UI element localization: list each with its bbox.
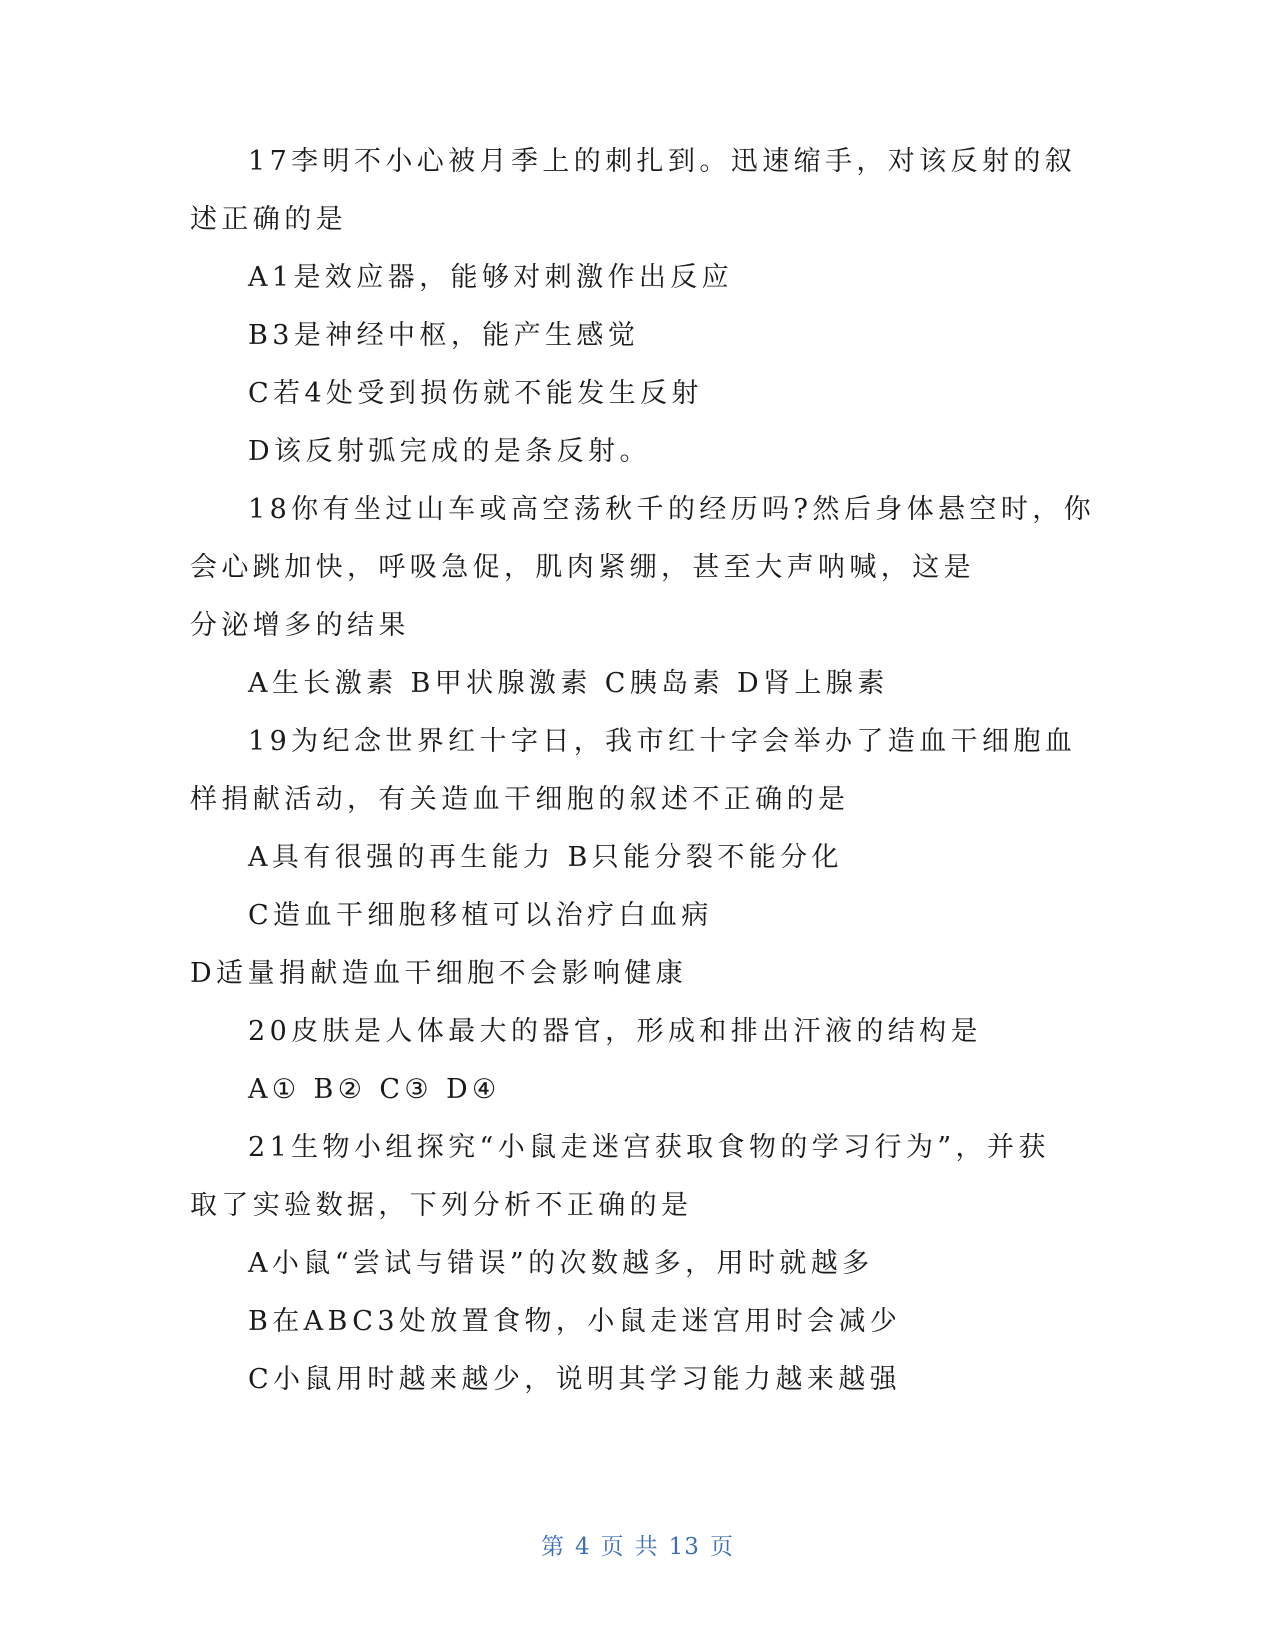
page-footer: [0, 1532, 1275, 1562]
question-19-option-d: D适量捐献造血干细胞不会影响健康: [190, 958, 688, 989]
question-21-line-2: 取了实验数据，下列分析不正确的是: [190, 1190, 693, 1221]
question-18-line-2: 会心跳加快，呼吸急促，肌肉紧绷，甚至大声呐喊，这是: [190, 552, 975, 583]
question-17-line-1: 17李明不小心被月季上的刺扎到。迅速缩手，对该反射的叙: [248, 146, 1077, 177]
footer-current-page: 4: [575, 1534, 591, 1560]
footer-total-pages: 13: [668, 1534, 700, 1560]
question-19-option-c: C造血干细胞移植可以治疗白血病: [248, 900, 713, 931]
question-21-line-1: 21生物小组探究“小鼠走迷宫获取食物的学习行为”，并获: [248, 1132, 1050, 1163]
question-19-line-2: 样捐献活动，有关造血干细胞的叙述不正确的是: [190, 784, 850, 815]
question-18-line-3: 分泌增多的结果: [190, 610, 410, 641]
question-17-option-b: B3是神经中枢，能产生感觉: [248, 320, 640, 351]
question-21-option-b: B在ABC3处放置食物，小鼠走迷宫用时会减少: [248, 1306, 902, 1337]
question-17-option-a: A1是效应器，能够对刺激作出反应: [248, 262, 734, 293]
question-20-line-1: 20皮肤是人体最大的器官，形成和排出汗液的结构是: [248, 1016, 982, 1047]
question-17-line-2: 述正确的是: [190, 204, 347, 235]
question-21-option-a: A小鼠“尝试与错误”的次数越多，用时就越多: [248, 1248, 874, 1279]
footer-prefix: 第: [541, 1534, 566, 1560]
question-18-options: A生长激素 B甲状腺激素 C胰岛素 D肾上腺素: [248, 668, 889, 699]
question-21-option-c: C小鼠用时越来越少，说明其学习能力越来越强: [248, 1364, 902, 1395]
footer-suffix: 页: [709, 1534, 734, 1560]
question-20-options: A① B② C③ D④: [248, 1074, 501, 1105]
question-19-options-ab: A具有很强的再生能力 B只能分裂不能分化: [248, 842, 843, 873]
question-18-line-1: 18你有坐过山车或高空荡秋千的经历吗?然后身体悬空时，你: [248, 494, 1096, 525]
question-19-line-1: 19为纪念世界红十字日，我市红十字会举办了造血干细胞血: [248, 726, 1077, 757]
footer-total-prefix: 共: [634, 1534, 659, 1560]
question-17-option-d: D该反射弧完成的是条反射。: [248, 436, 651, 467]
footer-middle: 页: [600, 1534, 625, 1560]
question-17-option-c: C若4处受到损伤就不能发生反射: [248, 378, 703, 409]
